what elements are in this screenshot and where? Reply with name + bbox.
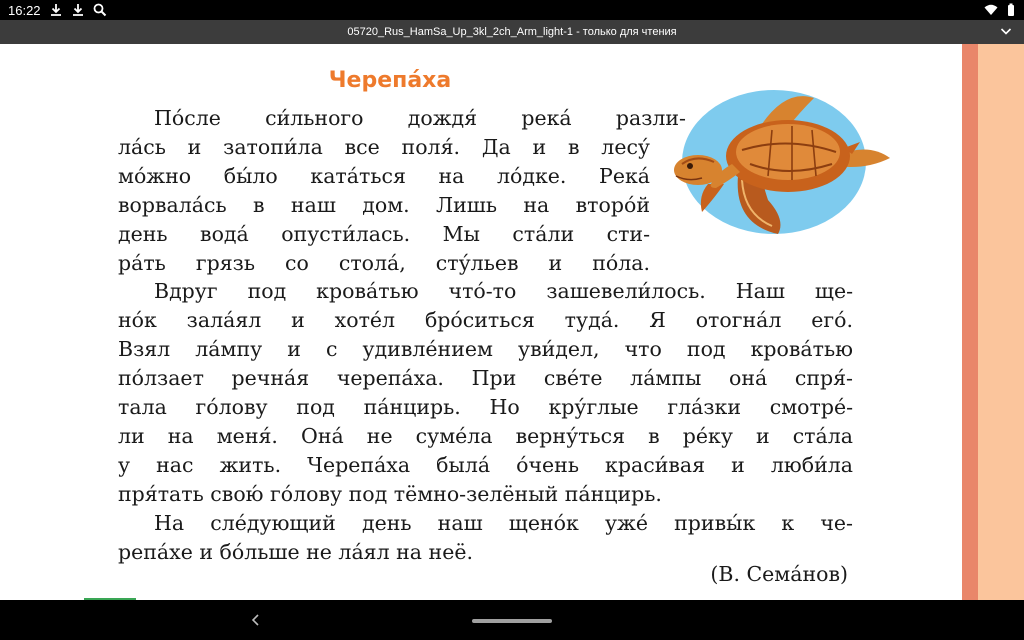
story-line: день вода́ опусти́лась. Мы ста́ли сти-: [118, 221, 650, 246]
story-line: тала го́лову под па́нцирь. Но кру́глые гла́зки смотре́-: [118, 395, 853, 420]
story-title: Черепа́ха: [328, 68, 452, 93]
story-line: по́лзает речна́я черепа́ха. При све́те ла́мпы она́ спря́-: [118, 366, 853, 391]
story-text: [118, 104, 853, 567]
story-line: но́к зала́ял и хоте́л бро́ситься туда́. Я отогна́л его́.: [118, 308, 853, 333]
story-line: ла́сь и затопи́ла все поля́. Да и в лесу́: [118, 134, 650, 159]
story-line: На сле́дующий день наш щено́к уже́ привы́к к че-: [154, 510, 853, 535]
document-title: 05720_Rus_HamSa_Up_3kl_2ch_Arm_light-1 - только для чтения: [347, 26, 677, 38]
story-line: Вдруг под крова́тью что́-то зашевели́лось. Наш ще-: [154, 279, 853, 304]
page-edge-stripe: [978, 44, 1024, 600]
document-title-bar: [0, 20, 1024, 44]
status-bar: [0, 0, 1024, 20]
battery-icon: [1004, 3, 1018, 17]
story-line: пря́тать свою́ го́лову под тёмно-зелёный па́нцирь.: [118, 481, 662, 506]
home-handle[interactable]: [472, 619, 552, 623]
document-page[interactable]: [0, 44, 1024, 600]
story-line: ворвала́сь в наш дом. Лишь на второ́й: [118, 192, 650, 217]
story-line: репа́хе и бо́льше не ла́ял на неё.: [118, 539, 473, 564]
story-line: Взял ла́мпу и с удивле́нием уви́дел, что под крова́тью: [118, 337, 853, 362]
author-attribution: (В. Сема́нов): [710, 562, 848, 586]
story-line: мо́жно бы́ло ката́ться на ло́дке. Река́: [118, 163, 650, 188]
back-icon[interactable]: [250, 613, 262, 627]
search-icon: [93, 3, 107, 17]
wifi-icon: [984, 3, 998, 17]
page-edge-stripe: [962, 44, 978, 600]
story-line: ли на меня́. Она́ не суме́ла верну́ться в ре́ку и ста́ла: [118, 423, 853, 448]
download-icon: [71, 3, 85, 17]
chevron-down-icon[interactable]: [1000, 25, 1012, 37]
download-icon: [49, 3, 63, 17]
story-line: у нас жить. Черепа́ха была́ о́чень краси́вая и люби́ла: [118, 452, 853, 477]
navigation-bar: [0, 600, 1024, 640]
story-line: ра́ть грязь со стола́, сту́льев и по́ла.: [118, 250, 650, 275]
clock: 16:22: [8, 2, 41, 18]
story-line: По́сле си́льного дождя́ река́ разли-: [154, 106, 686, 130]
